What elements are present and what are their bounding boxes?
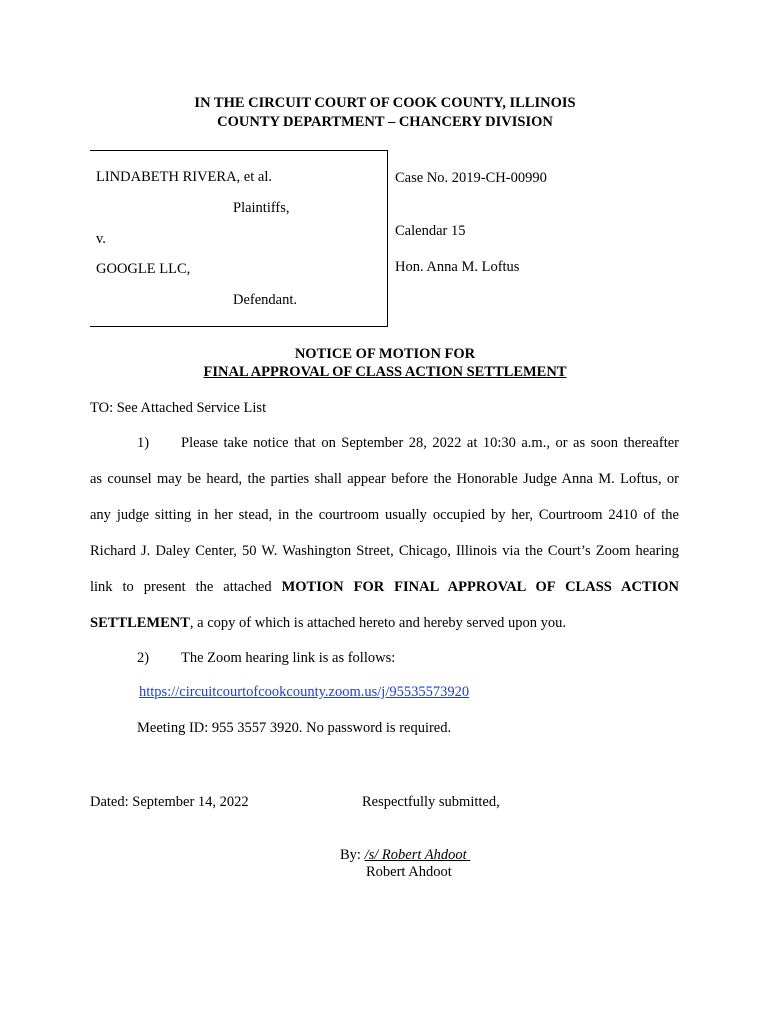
closing: Respectfully submitted, — [362, 794, 500, 810]
court-division: COUNTY DEPARTMENT – CHANCERY DIVISION — [217, 114, 553, 130]
paragraph-1-line3: any judge sitting in her stead, in the courtroom usually occupied by her, Courtroom 2410 of the — [90, 507, 679, 523]
paragraph-1-line4: Richard J. Daley Center, 50 W. Washington Street, Chicago, Illinois via the Court’s Zoom hearing — [90, 543, 679, 559]
zoom-link[interactable]: https://circuitcourtofcookcounty.zoom.us/j/95535573920 — [139, 684, 470, 700]
paragraph-1-number: 1) — [137, 435, 150, 451]
paragraph-2-text: The Zoom hearing link is as follows: — [181, 650, 396, 666]
document-title-line1: NOTICE OF MOTION FOR — [294, 346, 476, 362]
plaintiff-role: Plaintiffs, — [233, 200, 290, 216]
paragraph-1-line5-text: link to present the attached — [90, 579, 282, 595]
signature: /s/ Robert Ahdoot — [364, 847, 467, 863]
paragraph-1-line2: as counsel may be heard, the parties shall appear before the Honorable Judge Anna M. Loftus, or — [90, 471, 679, 487]
defendant-name: GOOGLE LLC, — [96, 261, 191, 277]
judge-name: Hon. Anna M. Loftus — [395, 259, 520, 275]
caption-bottom-rule — [90, 326, 388, 327]
court-name: IN THE CIRCUIT COURT OF COOK COUNTY, ILLINOIS — [194, 95, 576, 111]
paragraph-1-line6 — [90, 615, 566, 632]
case-number: Case No. 2019-CH-00990 — [395, 170, 547, 186]
caption-divider — [387, 150, 388, 327]
motion-title-part2: SETTLEMENT — [90, 615, 190, 631]
document-title-line2: FINAL APPROVAL OF CLASS ACTION SETTLEMENT — [203, 364, 567, 380]
caption-top-rule — [90, 150, 388, 151]
signature-line — [340, 847, 537, 864]
motion-title-part1: MOTION FOR FINAL APPROVAL OF CLASS ACTION — [281, 579, 680, 595]
paragraph-1-line1: Please take notice that on September 28, 2022 at 10:30 a.m., or as soon thereafter — [181, 435, 679, 451]
to-line: TO: See Attached Service List — [90, 400, 267, 416]
signature-underline — [467, 847, 537, 864]
signer-name: Robert Ahdoot — [366, 864, 452, 880]
calendar: Calendar 15 — [395, 223, 466, 239]
paragraph-2-number: 2) — [137, 650, 150, 666]
versus: v. — [96, 231, 106, 247]
dated: Dated: September 14, 2022 — [90, 794, 249, 810]
defendant-role: Defendant. — [233, 292, 298, 308]
paragraph-1-line6-text: , a copy of which is attached hereto and hereby served upon you. — [189, 615, 566, 631]
signature-by: By: — [340, 847, 365, 863]
meeting-id: Meeting ID: 955 3557 3920. No password is required. — [137, 720, 452, 736]
paragraph-1-line5 — [90, 579, 679, 596]
plaintiff-name: LINDABETH RIVERA, et al. — [96, 169, 272, 185]
